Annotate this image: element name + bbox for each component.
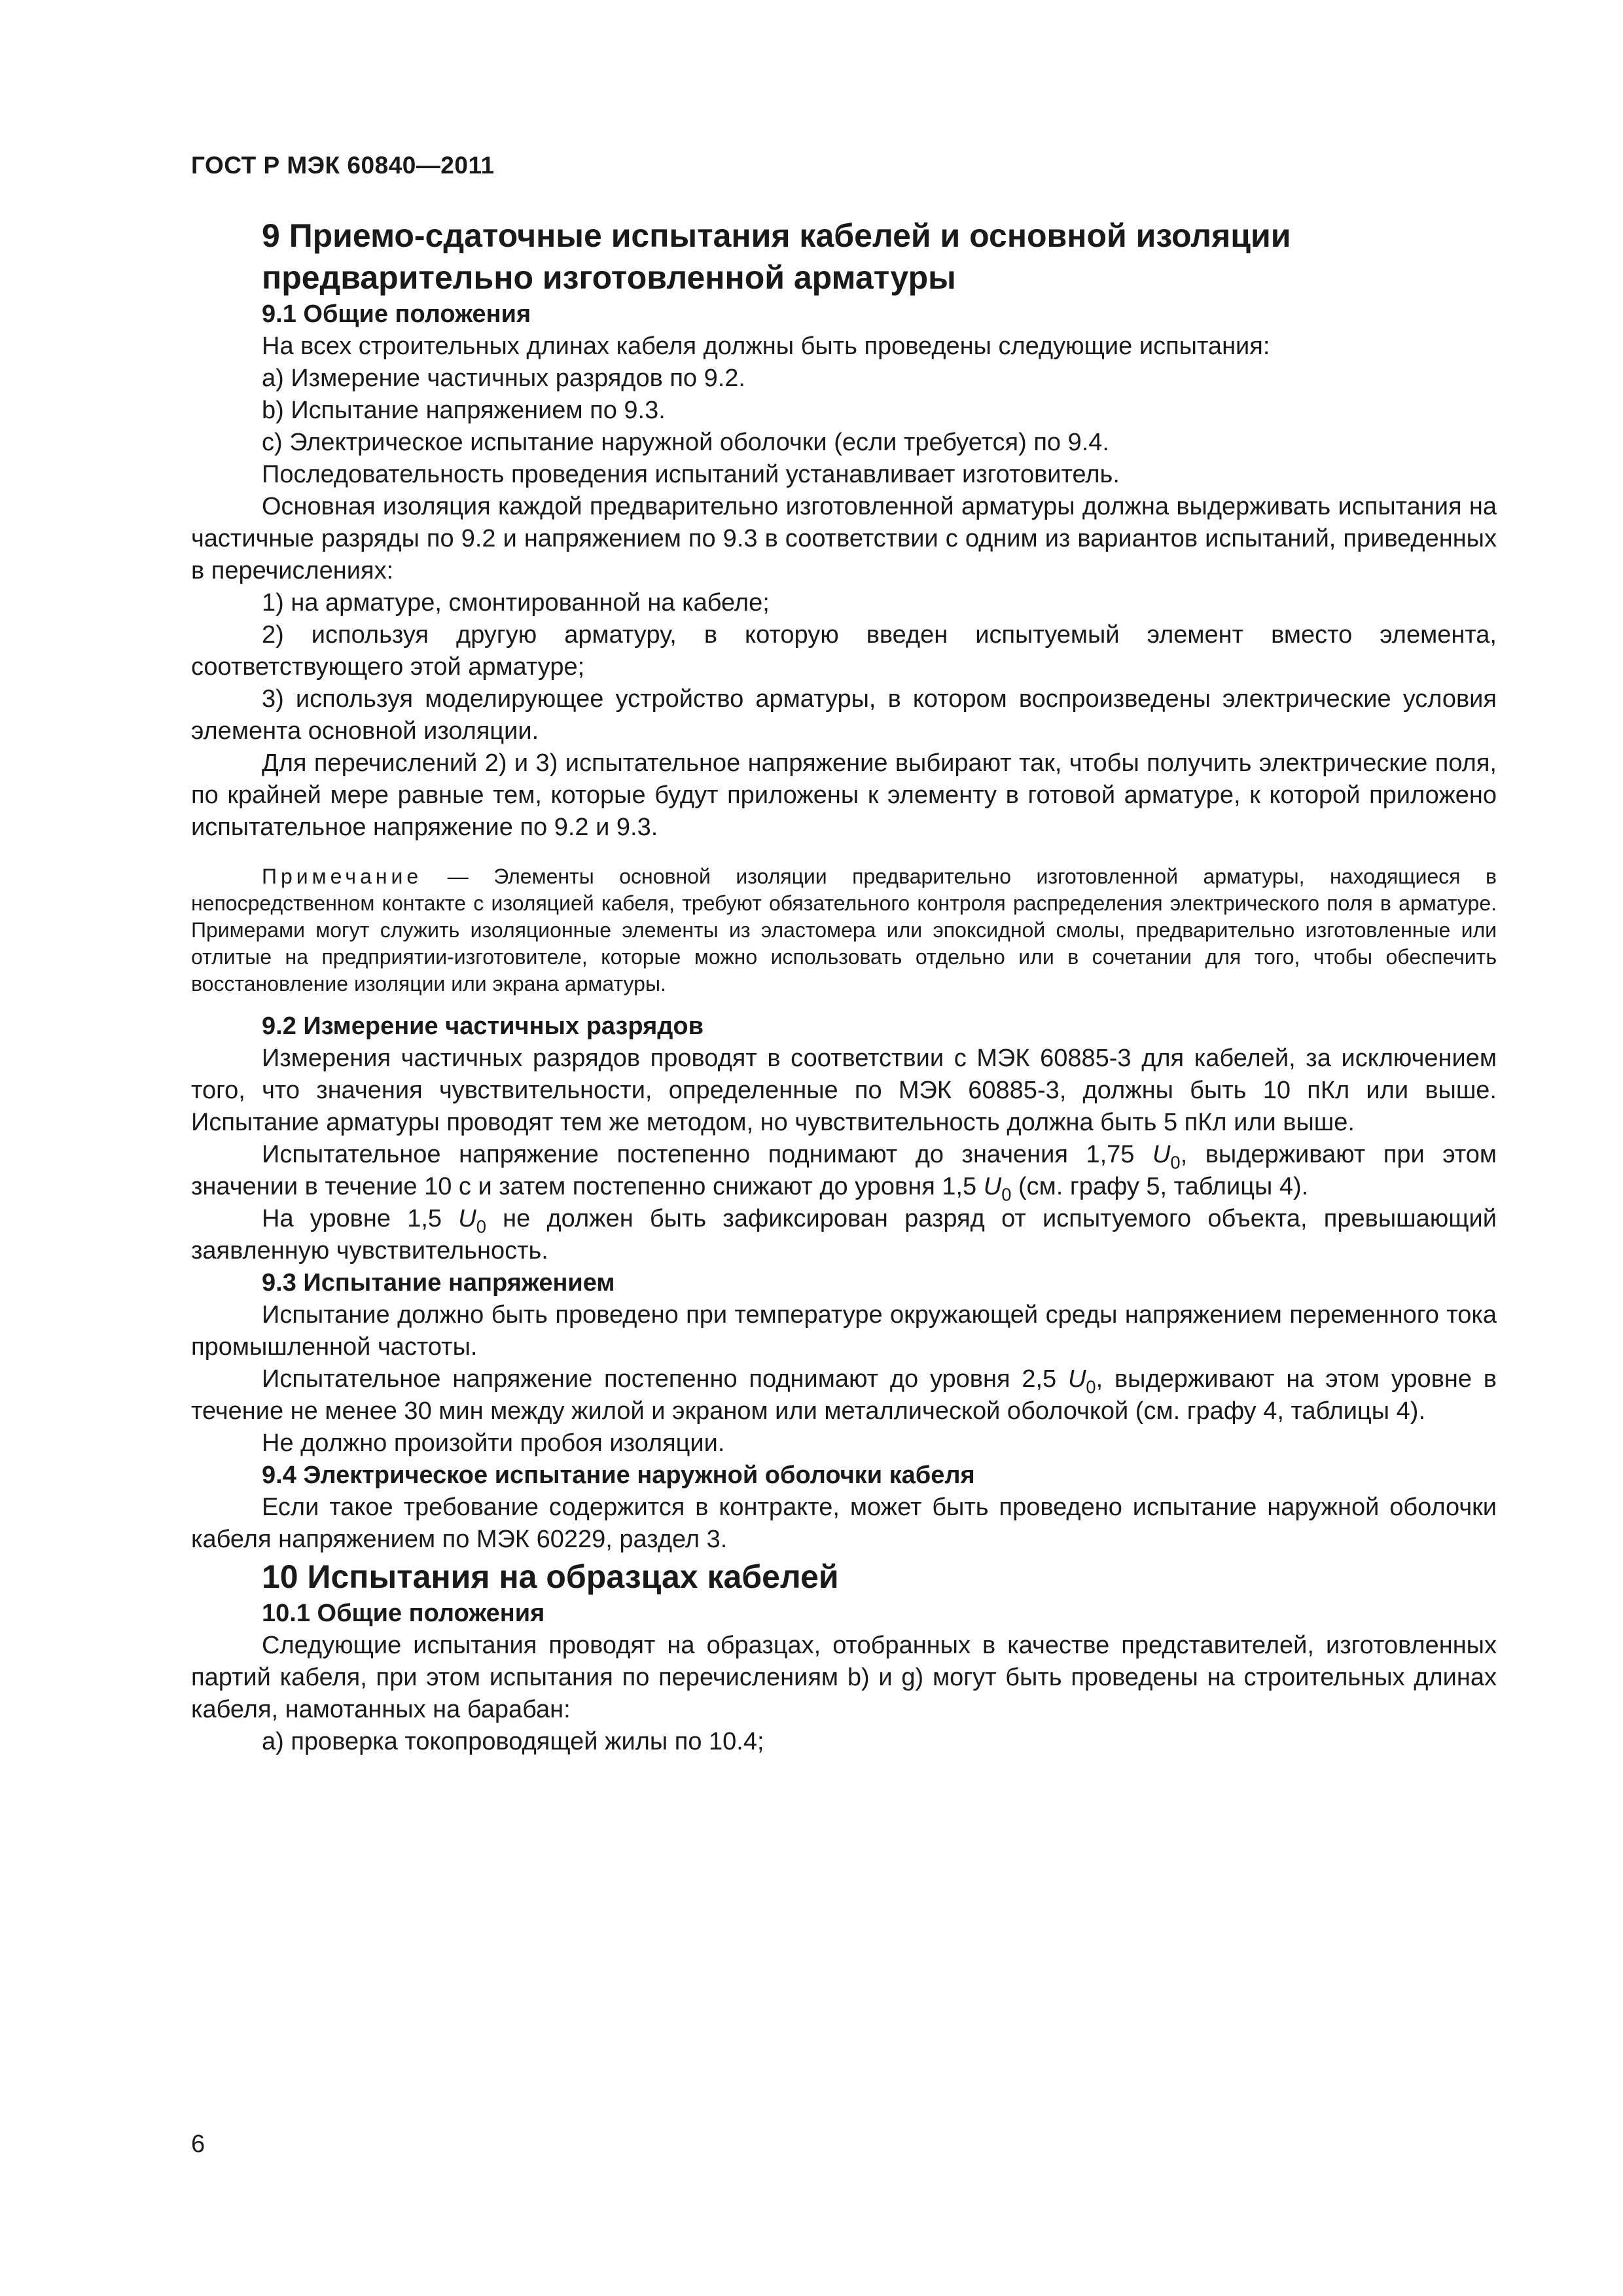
list-item: 2) используя другую арматуру, в которую введен испытуемый элемент вместо элемента, соответствующего этой арматуре; bbox=[191, 621, 1497, 681]
paragraph: Последовательность проведения испытаний устанавливает изготовитель. bbox=[262, 461, 1120, 488]
text-run: , выдерживают при этом значении в течение 10 с и затем постепенно снижают до уровня 1,5 bbox=[191, 1141, 1497, 1200]
paragraph bbox=[191, 1363, 1497, 1427]
subsection-9-3-heading: 9.3 Испытание напряжением bbox=[262, 1269, 615, 1297]
section-9-heading: 9 Приемо-сдаточные испытания кабелей и основной изоляции предварительно изготовленной арматуры bbox=[262, 217, 1291, 296]
paragraph: На всех строительных длинах кабеля должны быть проведены следующие испытания: bbox=[262, 332, 1270, 360]
u0-subscript: 0 bbox=[476, 1216, 486, 1237]
paragraph: Не должно произойти пробоя изоляции. bbox=[262, 1429, 725, 1457]
paragraph: Основная изоляция каждой предварительно изготовленной арматуры должна выдерживать испытания на частичные разряды по 9.2 и напряжением по 9.3 в соответствии с одним из вариантов испытаний, приведенных в перечислениях: bbox=[191, 493, 1497, 584]
u0-subscript: 0 bbox=[1086, 1376, 1096, 1397]
u0-subscript: 0 bbox=[1001, 1184, 1012, 1205]
list-item: b) Испытание напряжением по 9.3. bbox=[262, 397, 666, 424]
paragraph bbox=[191, 1139, 1497, 1203]
paragraph: Если такое требование содержится в контракте, может быть проведено испытание наружной оболочки кабеля напряжением по МЭК 60229, раздел 3. bbox=[191, 1494, 1497, 1553]
page-number: 6 bbox=[191, 2130, 205, 2158]
u0-subscript: 0 bbox=[1170, 1152, 1181, 1173]
paragraph: Измерения частичных разрядов проводят в соответствии с МЭК 60885-3 для кабелей, за исключением того, что значения чувствительности, определенные по МЭК 60885-3, должны быть 10 пКл или выше. Испытание арматуры проводят тем же методом, но чувствительность должна быть 5 пКл или выше. bbox=[191, 1045, 1497, 1136]
note-paragraph bbox=[191, 863, 1497, 997]
u0-variable: U bbox=[1152, 1141, 1171, 1168]
list-item: а) проверка токопроводящей жилы по 10.4; bbox=[262, 1728, 764, 1755]
section-10-heading: 10 Испытания на образцах кабелей bbox=[262, 1558, 839, 1595]
subsection-9-4-heading: 9.4 Электрическое испытание наружной оболочки кабеля bbox=[262, 1462, 975, 1489]
text-run: не должен быть зафиксирован разряд от испытуемого объекта, превышающий заявленную чувствительность. bbox=[191, 1205, 1497, 1265]
document-code-header: ГОСТ Р МЭК 60840—2011 bbox=[191, 152, 495, 179]
text-run: , выдерживают на этом уровне в течение не менее 30 мин между жилой и экраном или металлической оболочкой (см. графу 4, таблицы 4). bbox=[191, 1365, 1497, 1425]
list-item: а) Измерение частичных разрядов по 9.2. bbox=[262, 365, 745, 392]
page-body bbox=[191, 215, 1497, 1758]
subsection-10-1-heading: 10.1 Общие положения bbox=[262, 1600, 545, 1627]
text-run: (см. графу 5, таблицы 4). bbox=[1011, 1173, 1309, 1200]
paragraph bbox=[191, 1203, 1497, 1267]
list-item: с) Электрическое испытание наружной оболочки (если требуется) по 9.4. bbox=[262, 429, 1109, 456]
paragraph: Для перечислений 2) и 3) испытательное напряжение выбирают так, чтобы получить электрические поля, по крайней мере равные тем, которые будут приложены к элементу в готовой арматуре, к которой приложено испытательное напряжение по 9.2 и 9.3. bbox=[191, 749, 1497, 841]
text-run: Испытательное напряжение постепенно поднимают до значения 1,75 bbox=[262, 1141, 1152, 1168]
u0-variable: U bbox=[1067, 1365, 1086, 1393]
list-item: 3) используя моделирующее устройство арматуры, в котором воспроизведены электрические условия элемента основной изоляции. bbox=[191, 685, 1497, 745]
list-item: 1) на арматуре, смонтированной на кабеле; bbox=[262, 589, 770, 617]
subsection-9-1-heading: 9.1 Общие положения bbox=[262, 300, 531, 328]
text-run: На уровне 1,5 bbox=[262, 1205, 459, 1232]
subsection-9-2-heading: 9.2 Измерение частичных разрядов bbox=[262, 1013, 704, 1040]
note-label: Примечание bbox=[262, 865, 423, 888]
text-run: Испытательное напряжение постепенно поднимают до уровня 2,5 bbox=[262, 1365, 1068, 1393]
u0-variable: U bbox=[458, 1205, 476, 1232]
paragraph: Испытание должно быть проведено при температуре окружающей среды напряжением переменного тока промышленной частоты. bbox=[191, 1301, 1497, 1361]
paragraph: Следующие испытания проводят на образцах, отобранных в качестве представителей, изготовленных партий кабеля, при этом испытания по перечислениям b) и g) могут быть проведены на строительных длинах кабеля, намотанных на барабан: bbox=[191, 1632, 1497, 1723]
u0-variable: U bbox=[983, 1173, 1002, 1200]
note-text: — Элементы основной изоляции предварительно изготовленной арматуры, находящиеся в непосредственном контакте с изоляцией кабеля, требуют обязательного контроля распределения электрического поля в арматуре. Примерами могут служить изоляционные элементы из эластомера или эпоксидной смолы, предварительно изготовленные или отлитые на предприятии-изготовителе, которые можно использовать отдельно или в сочетании для того, чтобы обеспечить восстановление изоляции или экрана арматуры. bbox=[191, 865, 1497, 996]
